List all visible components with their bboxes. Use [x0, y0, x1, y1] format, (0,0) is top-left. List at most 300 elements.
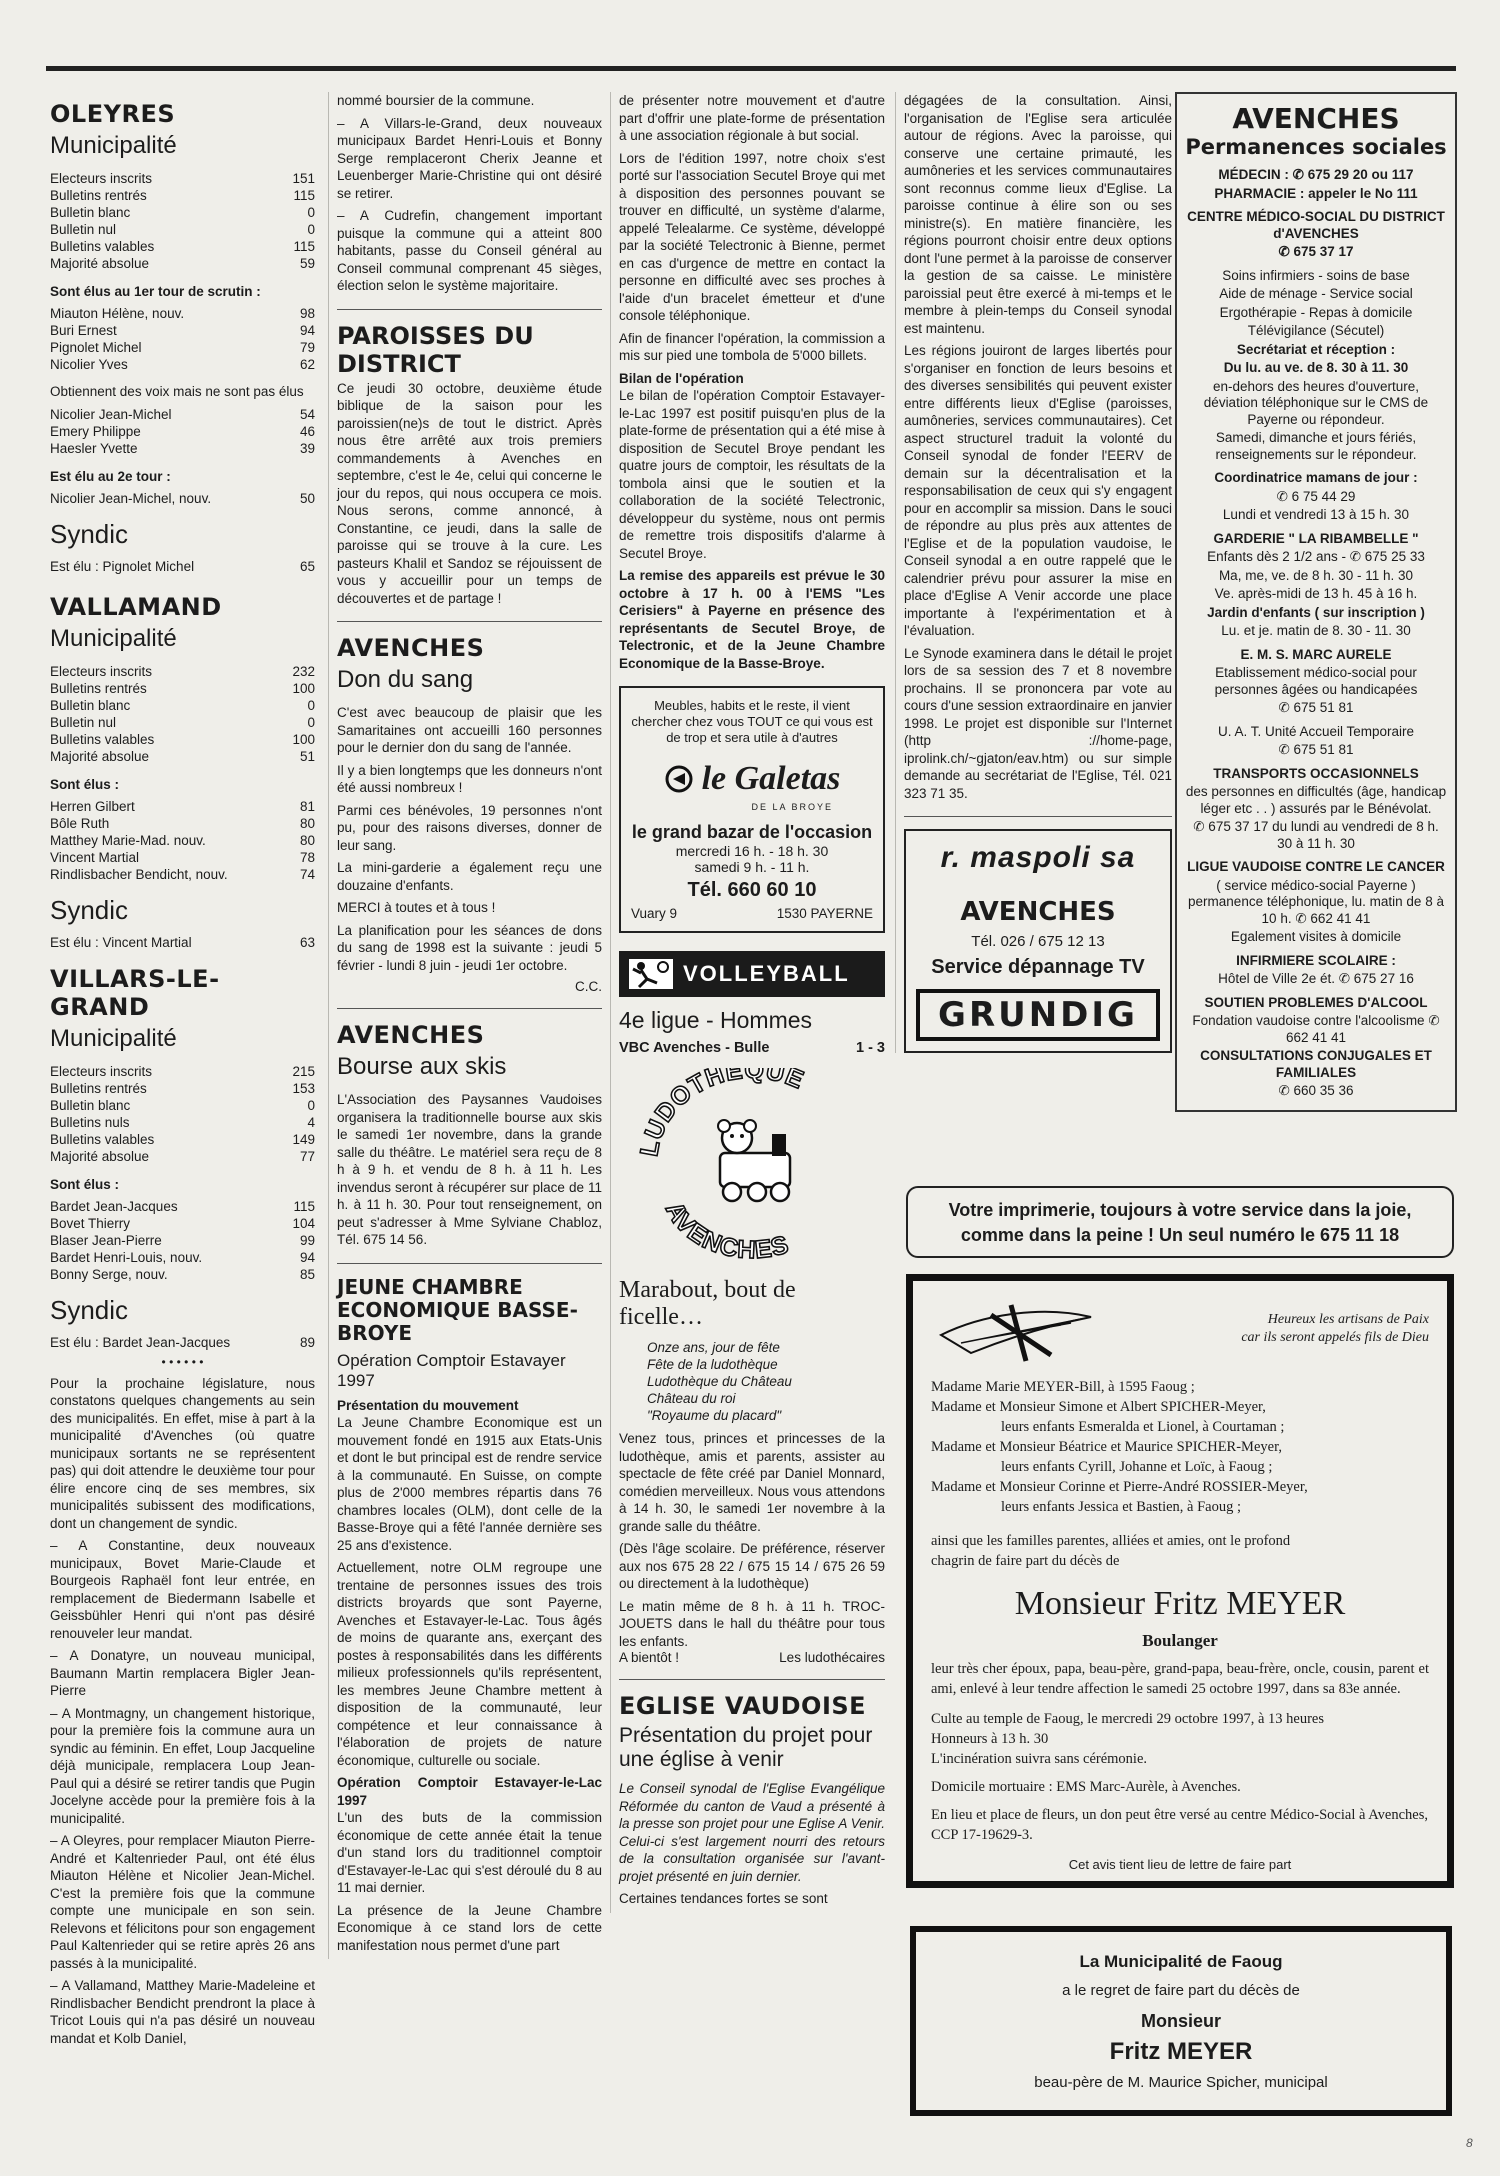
maspoli-logo: r. maspoli sa [940, 841, 1136, 874]
permanence-line: Samedi, dimanche et jours fériés, renseignements sur le répondeur. [1215, 430, 1417, 462]
paragraph: nommé boursier de la commune. [337, 93, 535, 108]
oleyres-obtiennent: Obtiennent des voix mais ne sont pas élus [50, 384, 304, 399]
row-value: 115 [293, 188, 315, 203]
deceased-name: Monsieur Fritz MEYER [1014, 1585, 1346, 1622]
municipal-changes-article [50, 1375, 315, 2048]
permanence-line: ( service médico-social Payerne ) permanence téléphonique, lu. matin de 8 à 10 h. ✆ 662 41 41 [1188, 877, 1444, 926]
vallamand-syndic: Syndic [50, 894, 129, 925]
paragraph: – A Villars-le-Grand, deux nouveaux municipaux Bardet Henri-Louis et Bonny Serge remplaceront Cherix Jeanne et Leuenberger Marie-Christine qui ont désiré se retirer. [337, 115, 602, 201]
vallamand-stats [50, 663, 315, 765]
domicile-info: Domicile mortuaire : EMS Marc-Aurèle, à Avenches. [931, 1779, 1241, 1795]
paragraph: – A Oleyres, pour remplacer Miauton Pierre-André et Kaltenrieder Paul, ont été élus Miauton Hélène et Nicolier Jean-Michel. C'est la première fois que la commune compte une municipale en son sein. Relevons et félicitons pour son engagement Paul Kaltenrieder qui se retire après 26 ans passés à la municipalité. [50, 1833, 315, 1971]
jc-para-2: Actuellement, notre OLM regroupe une trentaine de personnes issues des trois districts broyards que sont Payerne, Avenches et Estavayer-le-Lac. Tous âgés de moins de quarante ans, exerçant des postes à responsabilités dans les différents milieux professionnels qu'ils représentent, les membres Jeune Chambre mettent à disposition de la communauté, leur compétence et leur connaissance à l'élaboration de projets de nature économique, culturelle ou sociale. [337, 1560, 602, 1768]
permanence-line: SOUTIEN PROBLEMES D'ALCOOL [1204, 994, 1428, 1010]
galetas-logo-small: DE LA BROYE [751, 802, 833, 812]
incineration-info: L'incinération suivra sans cérémonie. [931, 1751, 1148, 1767]
result-row [50, 714, 315, 731]
villars-elus [50, 1198, 315, 1283]
villars-cudrefin-text [337, 92, 602, 295]
permanence-line: Lu. et je. matin de 8. 30 - 11. 30 [1221, 623, 1411, 638]
jc-title: JEUNE CHAMBRE ECONOMIQUE BASSE-BROYE [337, 1274, 578, 1345]
permanence-line: INFIRMIERE SCOLAIRE : [1236, 952, 1396, 968]
villars-syndic-elu: Est élu : Bardet Jean-Jacques 89 [50, 1334, 315, 1350]
paragraph: – A Constantine, deux nouveaux municipaux, Bovet Marie-Claude et Bourgeois Raphaël font leur entrée, en remplacement de Biedermann Isabelle et Geissbühler Henri qui n'ont pas désiré renouveler leur mandat. [50, 1538, 315, 1641]
row-value: 99 [299, 1232, 315, 1248]
paragraph: La mini-garderie a également reçu une douzaine d'enfants. [337, 860, 602, 893]
eglise-para-3: Le Synode examinera dans le détail le projet lors de sa session des 7 et 8 novembre prochains. Il se prononcera par vote au cours d'une session extraordinaire en janvier 1998. Le projet est disponible sur l'Internet (http ://home-page, iprolink.ch/~gjaton/eav.htm) ou sur simple demande au secrétariat de l'Eglise, Tél. 021 323 71 35. [904, 645, 1172, 801]
jc-para-7: Afin de financer l'opération, la commission a mis sur pied une tombola de 5'000 billets. [619, 330, 885, 363]
faoug-line-5: beau-père de M. Maurice Spicher, municipal [1034, 2074, 1328, 2091]
row-label: Bardet Jean-Jacques [50, 1198, 178, 1214]
volleyball-box [619, 951, 885, 1056]
sang-subtitle: Don du sang [337, 666, 474, 693]
permanence-line: des personnes en difficultés (âge, handicap léger etc . . ) assurés par le Bénévolat. [1185, 784, 1447, 816]
galetas-logo: le Galetas [701, 760, 841, 797]
row-value: 149 [292, 1131, 315, 1147]
oleyres-elus [50, 305, 315, 373]
jc-para-6: Lors de l'édition 1997, notre choix s'est porté sur l'association Secutel Broye qui met à disposition des personnes pouvant se trouver en difficulté, un système d'alarme, appelé Telealarme. Ce système, développé par la société Telectronic à Bienne, permet en cas d'urgence de mettre en contact la personne en difficulté avec ses proches à l'aide d'un bracelet émetteur et d'une console téléphonique. [619, 150, 885, 323]
permanence-line: ✆ 660 35 36 [1278, 1083, 1354, 1098]
row-value: 215 [292, 1063, 315, 1079]
row-value: 100 [292, 680, 315, 696]
row-value: 232 [292, 663, 315, 679]
permanence-line: ✆ 675 51 81 [1278, 742, 1354, 757]
paragraph: La planification pour les séances de dons du sang de 1998 est la suivante : jeudi 5 février - lundi 8 juin - jeudi 1er octobre. [337, 922, 602, 973]
result-row [50, 1114, 315, 1131]
row-value: 104 [292, 1215, 315, 1231]
result-row [50, 663, 315, 680]
divider [904, 816, 1172, 817]
paragraph: Pour la prochaine législature, nous constatons quelques changements au sein des municipalités. En effet, mise à part à la municipalité d'Avenches (où quatre municipaux sortants ne se représentent pas) qui doit attendre le deuxième tour pour élire encore cinq de ses membres, six municipalités subissent des modifications, dont un changement de syndic. [50, 1375, 315, 1531]
paragraph: – A Montmagny, un changement historique, pour la première fois la commune aura un syndic au féminin. En effet, Loup Jacqueline déjà municipale, remplacera Loup Jean-Paul qui a désiré se retirer tandis que Pugin Jocelyne accède pour la première fois à la municipalité. [50, 1705, 315, 1826]
vallamand-elus-head: Sont élus : [50, 776, 120, 792]
volleyball-match: VBC Avenches - Bulle [619, 1040, 770, 1056]
verse-line-2: car ils seront appelés fils de Dieu [1241, 1330, 1429, 1345]
ludo-signature: Les ludothécaires [779, 1650, 885, 1665]
jc-heading-2: Opération Comptoir Estavayer-le-Lac 1997 [337, 1775, 602, 1808]
result-row [50, 832, 315, 849]
ludotheque-logo [619, 1068, 885, 1273]
permanence-line: Egalement visites à domicile [1230, 929, 1402, 944]
permanence-line: U. A. T. Unité Accueil Temporaire [1217, 723, 1415, 739]
row-label: Blaser Jean-Pierre [50, 1232, 162, 1248]
result-row [50, 866, 315, 883]
divider [619, 1679, 885, 1680]
sang-signature: C.C. [575, 979, 602, 994]
vallamand-syndic-elu: Est élu : Vincent Martial 63 [50, 934, 315, 950]
ludo-text: Venez tous, princes et princesses de la ludothèque, amis et parents, assister au spectacle de fête créé par Daniel Monnard, comédien merveilleux. Nous vous attendons à 14 h. 30, le samedi 1er novembre à la grande salle du théâtre. [619, 1431, 885, 1534]
galetas-hours-1: mercredi 16 h. - 18 h. 30 [675, 843, 829, 859]
faoug-line-2: a le regret de faire part du décès de [1062, 1982, 1300, 1999]
row-label: Bovet Thierry [50, 1215, 131, 1231]
ludo-text-2: (Dès l'âge scolaire. De préférence, réserver aux nos 675 28 22 / 675 15 14 / 675 26 59 ou directement à la ludothèque) [619, 1541, 885, 1591]
galetas-ad [619, 686, 885, 933]
paragraph: C'est avec beaucoup de plaisir que les Samaritaines ont accueilli 160 personnes pour le dernier don du sang de l'année. [337, 705, 602, 755]
result-row [50, 1131, 315, 1148]
imprimerie-line-2: comme dans la peine ! Un seul numéro le 675 11 18 [960, 1225, 1400, 1245]
row-label: Majorité absolue [50, 1148, 150, 1164]
row-value: 80 [299, 832, 315, 848]
permanence-line: TRANSPORTS OCCASIONNELS [1213, 765, 1419, 781]
permanence-line: Aide de ménage - Service social [1219, 286, 1413, 301]
jc-subtitle: Opération Comptoir Estavayer 1997 [337, 1350, 566, 1390]
row-label: Haesler Yvette [50, 440, 138, 456]
result-row [50, 1198, 315, 1215]
galetas-tel: Tél. 660 60 10 [687, 879, 817, 901]
paragraph: – A Donatyre, un nouveau municipal, Baumann Martin remplacera Bigler Jean-Pierre [50, 1648, 315, 1698]
permanences-box [1175, 92, 1457, 1112]
permanence-line: CENTRE MÉDICO-SOCIAL DU DISTRICT d'AVENCHES [1187, 209, 1445, 241]
family-list [931, 1377, 1429, 1517]
row-label: Pignolet Michel [50, 340, 142, 355]
result-row [50, 356, 315, 373]
permanence-line: Fondation vaudoise contre l'alcoolisme ✆ 662 41 41 [1192, 1013, 1440, 1045]
verse-line-1: Heureux les artisans de Paix [1267, 1312, 1429, 1327]
poem-line: "Royaume du placard" [647, 1408, 782, 1423]
paroisses-text: Ce jeudi 30 octobre, deuxième étude biblique de la saison pour les paroissien(ne)s de tout le district. Après nous être arrêté aux trois premiers commandements à Avenches en septembre, c'est le 4e, celui qui concerne le jour du repos, qui nous occupera ce mois. Nous serons, comme annoncé, à Constantine, ce jeudi, dans la salle de paroisse qui se trouve à la cure. Les pasteurs Khalil et Sandoz se réjouissent de vous y accueillir pour un temps de découvertes et de partage ! [337, 380, 602, 606]
maspoli-city: AVENCHES [960, 897, 1116, 927]
row-value: 85 [299, 1266, 315, 1282]
result-row [50, 798, 315, 815]
volleyball-player-icon [629, 959, 673, 989]
vallamand-title: VALLAMAND [50, 592, 222, 621]
permanence-line: E. M. S. MARC AURELE [1240, 646, 1392, 662]
dove-cross-icon [931, 1295, 1101, 1363]
row-label: Majorité absolue [50, 256, 150, 271]
ludo-headline: Marabout, bout de ficelle… [619, 1277, 796, 1330]
result-row [50, 1148, 315, 1165]
row-value: 79 [299, 340, 315, 355]
row-value: 4 [307, 1114, 315, 1130]
row-label: Bonny Serge, nouv. [50, 1266, 168, 1282]
permanence-line: Ergothérapie - Repas à domicile [1219, 304, 1413, 320]
permanence-line: Hôtel de Ville 2e ét. ✆ 675 27 16 [1218, 971, 1414, 986]
family-member-line: Madame et Monsieur Simone et Albert SPICHER-Meyer, [931, 1399, 1266, 1415]
permanence-line: Enfants dès 2 1/2 ans - ✆ 675 25 33 [1207, 549, 1425, 564]
permanence-line: MÉDECIN : ✆ 675 29 20 ou 117 [1218, 167, 1414, 182]
row-label: Bulletin nul [50, 714, 117, 730]
row-value: 51 [299, 748, 315, 764]
oleyres-title: OLEYRES [50, 100, 176, 128]
result-row [50, 680, 315, 697]
result-row [50, 339, 315, 356]
permanence-line: ✆ 675 37 17 du lundi au vendredi de 8 h. 30 à 11 h. 30 [1193, 819, 1439, 851]
row-value: 0 [307, 1097, 315, 1113]
grundig-logo: GRUNDIG [916, 989, 1160, 1041]
oleyres-elu2: Nicolier Jean-Michel, nouv. 50 [50, 490, 315, 506]
villars-subtitle: Municipalité [50, 1024, 177, 1052]
jc-para-1: La Jeune Chambre Economique est un mouvement fondé en 1915 aux Etats-Unis et dont le but principal est de rendre service à la communauté. En Suisse, on compte plus de 2'000 membres répartis dans 76 chambres locales (OLM), dont celle de la Basse-Broye qui a fêté l'année dernière ses 25 ans d'existence. [337, 1415, 602, 1553]
permanence-line: Ma, me, ve. de 8 h. 30 - 11 h. 30 [1218, 567, 1414, 583]
permanence-line: PHARMACIE : appeler le No 111 [1214, 185, 1418, 201]
result-row [50, 1249, 315, 1266]
oleyres-stats [50, 170, 315, 272]
row-label: Nicolier Jean-Michel [50, 406, 172, 422]
honneurs-info: Honneurs à 13 h. 30 [931, 1731, 1049, 1747]
row-value: 100 [292, 731, 315, 747]
skis-title: AVENCHES [337, 1021, 485, 1049]
poem-line: Onze ans, jour de fête [647, 1340, 780, 1355]
row-label: Bulletins valables [50, 731, 155, 747]
permanence-line: Du lu. au ve. de 8. 30 à 11. 30 [1223, 360, 1409, 375]
row-label: Bulletin blanc [50, 205, 131, 220]
ludo-arc-top: LUDOTHEQUE [635, 1068, 809, 1159]
result-row [50, 187, 315, 204]
notice-footer: Cet avis tient lieu de lettre de faire part [1068, 1857, 1292, 1872]
row-value: 74 [299, 866, 315, 882]
row-value: 81 [299, 798, 315, 814]
row-label: Bulletins nuls [50, 1114, 130, 1130]
result-row [50, 849, 315, 866]
permanences-subtitle: Permanences sociales [1185, 135, 1447, 159]
result-row [50, 815, 315, 832]
permanence-line: en-dehors des heures d'ouverture, déviation téléphonique sur le CMS de Payerne ou répondeur. [1203, 378, 1429, 427]
result-row [50, 322, 315, 339]
imprimerie-banner [906, 1186, 1454, 1258]
bilan-heading: Bilan de l'opération [619, 370, 744, 386]
row-label: Bulletin nul [50, 222, 117, 237]
permanence-line: ✆ 675 37 17 [1278, 244, 1354, 259]
permanence-line: ✆ 675 51 81 [1278, 700, 1354, 715]
deceased-description: leur très cher époux, papa, beau-père, grand-papa, beau-frère, oncle, cousin, parent et ami, enlevé à leur tendre affection le samedi 25 octobre 1997, dans sa 83e année. [931, 1661, 1429, 1697]
volleyball-title: VOLLEYBALL [683, 961, 850, 986]
faoug-line-4: Fritz MEYER [1109, 2038, 1253, 2065]
result-row [50, 748, 315, 765]
toy-train-icon [718, 1120, 790, 1201]
permanence-line: Soins infirmiers - soins de base [1222, 267, 1410, 283]
result-row [50, 406, 315, 423]
row-label: Bulletins valables [50, 1131, 155, 1147]
galetas-address: Vuary 9 [631, 906, 678, 921]
faoug-notice [910, 1926, 1452, 2116]
paragraph: – A Vallamand, Matthey Marie-Madeleine et Rindlisbacher Bendicht prendront la place à Tricot Louis qui n'a pas désiré un nouveau mandat et Kolb Daniel, [50, 1978, 315, 2046]
faoug-line-1: La Municipalité de Faoug [1079, 1952, 1283, 1971]
vallamand-subtitle: Municipalité [50, 624, 177, 652]
divider [337, 1008, 602, 1009]
paragraph: – A Cudrefin, changement important puisque la commune qui a atteint 800 habitants, passe du Conseil général au Conseil communal comprenant 45 sièges, élection selon le système majoritaire. [337, 208, 602, 293]
row-label: Majorité absolue [50, 748, 150, 764]
volleyball-league: 4e ligue - Hommes [619, 1007, 813, 1033]
permanence-line: Etablissement médico-social pour personnes âgées ou handicapées [1214, 665, 1418, 697]
column-two [328, 92, 602, 1959]
fleurs-info: En lieu et place de fleurs, un don peut être versé au centre Médico-Social à Avenches, CCP 17-19629-3. [931, 1807, 1428, 1843]
result-row [50, 1232, 315, 1249]
divider [337, 309, 602, 310]
permanences-title: AVENCHES [1232, 102, 1400, 135]
jc-heading-1: Présentation du mouvement [337, 1397, 519, 1413]
maspoli-ad [904, 829, 1172, 1053]
row-value: 98 [299, 306, 315, 321]
result-row [50, 238, 315, 255]
skis-text: L'Association des Paysannes Vaudoises organisera la traditionnelle bourse aux skis le samedi 1er novembre, dans la grande salle du théâtre. Le matériel sera reçu de 8 h à 9 h. et vendu de 8 h. à 11 h. Les invendus seront à récupérer sur place de 11 h. à 11 h. 30. Pour tout renseignement, on peut s'adresser à Mme Sylviane Chabloz, Tél. 675 14 56. [337, 1092, 602, 1247]
row-label: Electeurs inscrits [50, 171, 153, 186]
maspoli-tel: Tél. 026 / 675 12 13 [971, 933, 1105, 950]
imprimerie-line-1: Votre imprimerie, toujours à votre service dans la joie, [948, 1200, 1412, 1220]
culte-info: Culte au temple de Faoug, le mercredi 29 octobre 1997, à 13 heures [931, 1711, 1324, 1727]
row-value: 46 [299, 423, 315, 439]
row-label: Bulletins rentrés [50, 1080, 147, 1096]
permanences-list [1185, 167, 1447, 1100]
poem-line: Fête de la ludothèque [647, 1357, 778, 1372]
row-label: Bôle Ruth [50, 815, 110, 831]
row-value: 80 [299, 815, 315, 831]
ludo-arc-bottom: AVENCHES [659, 1197, 793, 1265]
family-member-line: Madame et Monsieur Corinne et Pierre-André ROSSIER-Meyer, [931, 1479, 1308, 1495]
row-value: 153 [292, 1080, 315, 1096]
column-elections [50, 92, 315, 2052]
result-row [50, 697, 315, 714]
row-label: Emery Philippe [50, 423, 141, 439]
row-label: Rindlisbacher Bendicht, nouv. [50, 866, 228, 882]
row-label: Bulletins rentrés [50, 680, 147, 696]
eglise-text: Certaines tendances fortes se sont [619, 1891, 828, 1906]
divider [337, 621, 602, 622]
eglise-para-2: Les régions jouiront de larges libertés pour s'organiser en fonction de leurs besoins et des diverses sensibilités qui peuvent exister entre différents lieux d'Eglise (paroisses, aumôneries, services communautaires). Cet aspect structurel traduit la volonté du Conseil synodal de fonder l'EERV de demain sur la décentralisation et la responsabilisation de ceux qui s'y engagent pour en accomplir sa mission. Dans le souci de répondre au plus près aux attentes de l'Eglise et de la population vaudoise, le Conseil synodal a en outre rappelé que le calendrier prévu pour assurer la mise en place d'Eglise A Venir accorde une place importante à l'expérimentation et à l'évaluation. [904, 343, 1172, 638]
row-value: 0 [307, 714, 315, 730]
row-label: Bulletin blanc [50, 697, 131, 713]
row-value: 78 [299, 849, 315, 865]
result-row [50, 1215, 315, 1232]
permanence-line: GARDERIE " LA RIBAMBELLE " [1213, 530, 1419, 546]
row-value: 0 [307, 222, 315, 237]
result-row [50, 1097, 315, 1114]
skis-subtitle: Bourse aux skis [337, 1053, 507, 1080]
jc-para-3: L'un des buts de la commission économique de cette année était la tenue d'un stand lors du traditionnel comptoir d'Estavayer-le-Lac qui s'est déroulé du 8 au 11 mai dernier. [337, 1810, 602, 1895]
oleyres-elu2-head: Est élu au 2e tour : [50, 468, 171, 484]
row-label: Herren Gilbert [50, 798, 135, 814]
oleyres-elus-head: Sont élus au 1er tour de scrutin : [50, 284, 261, 299]
row-value: 39 [299, 440, 315, 456]
row-value: 0 [307, 205, 315, 220]
row-value: 54 [299, 406, 315, 422]
svg-text:AVENCHES [660, 1197, 792, 1264]
galetas-logo-icon [664, 764, 694, 794]
permanence-line: LIGUE VAUDOISE CONTRE LE CANCER [1187, 859, 1445, 874]
column-four [895, 92, 1172, 1053]
galetas-headline: le grand bazar de l'occasion [631, 822, 873, 842]
row-value: 151 [292, 171, 315, 186]
death-notice [906, 1274, 1454, 1888]
galetas-city: 1530 PAYERNE [776, 906, 873, 921]
villars-elus-head: Sont élus : [50, 1176, 120, 1192]
result-row [50, 423, 315, 440]
family-member-line: leurs enfants Cyrill, Johanne et Loïc, à Faoug ; [1001, 1459, 1273, 1475]
permanence-line: Ve. après-midi de 13 h. 45 à 16 h. [1214, 586, 1418, 601]
column-three [610, 92, 885, 1913]
result-row [50, 731, 315, 748]
villars-title: VILLARS-LE-GRAND [50, 964, 220, 1021]
poem-line: Ludothèque du Château [647, 1374, 792, 1389]
result-row [50, 305, 315, 322]
result-row [50, 221, 315, 238]
row-value: 94 [299, 1249, 315, 1265]
permanence-line: CONSULTATIONS CONJUGALES ET FAMILIALES [1200, 1048, 1432, 1080]
villars-stats [50, 1063, 315, 1165]
permanence-line: Coordinatrice mamans de jour : [1214, 470, 1418, 485]
page-number: 8 [1466, 2136, 1473, 2150]
divider [337, 1263, 602, 1264]
family-member-line: Madame Marie MEYER-Bill, à 1595 Faoug ; [931, 1379, 1195, 1395]
row-label: Bulletins rentrés [50, 188, 147, 203]
faoug-line-3: Monsieur [1140, 2011, 1221, 2031]
oleyres-non-elus [50, 406, 315, 457]
sang-title: AVENCHES [337, 634, 485, 662]
stars-divider: • • • • • • [161, 1354, 204, 1369]
row-value: 115 [293, 239, 315, 254]
permanence-line: Lundi et vendredi 13 à 15 h. 30 [1222, 507, 1410, 522]
family-member-line: leurs enfants Jessica et Bastien, à Faoug ; [1001, 1499, 1241, 1515]
row-label: Electeurs inscrits [50, 1063, 153, 1079]
row-value: 62 [299, 357, 315, 372]
result-row [50, 170, 315, 187]
galetas-intro: Meubles, habits et le reste, il vient chercher chez vous TOUT ce qui vous est de trop et sera utile à d'autres [631, 698, 873, 745]
eglise-subtitle: Présentation du projet pour une église à venir [619, 1724, 873, 1771]
permanence-line: ✆ 6 75 44 29 [1276, 488, 1356, 504]
eglise-lead: Le Conseil synodal de l'Eglise Evangélique Réformée du canton de Vaud a présenté à la presse son projet pour une Eglise A Venir. Celui-ci s'est largement nourri des retours de la consultation organisée sur l'avant-projet présenté en juin dernier. [619, 1781, 885, 1884]
bilan-text: Le bilan de l'opération Comptoir Estavayer-le-Lac 1997 est positif puisqu'en plus de la plate-forme de présentation qui a été mise à disposition de Secutel Broye pendant les quatre jours de comptoir, les résultats de la tombola ainsi que le soutien et la collaboration de la société Telectronic, développeur du système, nous ont permis de remettre trois dispositifs d'alarme à Secutel Broye. [619, 388, 885, 561]
jc-para-5: de présenter notre mouvement et d'autre part d'offrir une plate-forme de présentation à une association régionale à but social. [619, 93, 885, 143]
oleyres-syndic-elu: Est élu : Pignolet Michel 65 [50, 558, 315, 574]
permanence-line: Secrétariat et réception : [1236, 341, 1396, 357]
family-intro: ainsi que les familles parentes, alliées et amies, ont le profond chagrin de faire part du décès de [931, 1533, 1291, 1569]
result-row [50, 1080, 315, 1097]
family-member-line: leurs enfants Esmeralda et Lionel, à Courtaman ; [1001, 1419, 1285, 1435]
row-label: Vincent Martial [50, 849, 140, 865]
result-row [50, 204, 315, 221]
row-label: Bardet Henri-Louis, nouv. [50, 1249, 203, 1265]
row-value: 115 [293, 1198, 315, 1214]
row-value: 94 [299, 323, 315, 338]
result-row [50, 1266, 315, 1283]
ludo-text-3: Le matin même de 8 h. à 11 h. TROC-JOUETS dans le hall du théâtre pour tous les enfants. [619, 1598, 885, 1649]
galetas-hours-2: samedi 9 h. - 11 h. [694, 859, 810, 875]
family-member-line: Madame et Monsieur Béatrice et Maurice SPICHER-Meyer, [931, 1439, 1282, 1455]
row-label: Electeurs inscrits [50, 663, 153, 679]
vallamand-elus [50, 798, 315, 883]
paroisses-title: PAROISSES DU DISTRICT [337, 321, 534, 378]
row-label: Bulletin blanc [50, 1097, 131, 1113]
remise-text: La remise des appareils est prévue le 30 octobre à 17 h. 00 à l'EMS "Les Cerisiers" à Payerne en présence des représentants de Secutel Broye, de Telectronic, et de la Jeune Chambre Economique de la Basse-Broye. [619, 568, 885, 671]
row-label: Matthey Marie-Mad. nouv. [50, 832, 206, 848]
row-label: Miauton Hélène, nouv. [50, 306, 185, 321]
permanence-line: Télévigilance (Sécutel) [1247, 323, 1385, 338]
row-value: 59 [299, 256, 315, 271]
row-label: Nicolier Yves [50, 357, 128, 372]
row-label: Bulletins valables [50, 239, 155, 254]
result-row [50, 255, 315, 272]
column-permanences [1175, 92, 1457, 1112]
top-rule [46, 66, 1456, 71]
result-row [50, 1063, 315, 1080]
paragraph: Parmi ces bénévoles, 19 personnes n'ont pu, pour des raisons diverses, donner de leur sang. [337, 802, 602, 853]
maspoli-service: Service dépannage TV [931, 956, 1145, 978]
oleyres-subtitle: Municipalité [50, 132, 177, 159]
row-value: 77 [299, 1148, 315, 1164]
villars-syndic: Syndic [50, 1294, 129, 1325]
ludo-bye: A bientôt ! [619, 1650, 680, 1665]
ludo-poem [619, 1339, 885, 1424]
sang-text [337, 704, 602, 974]
eglise-para-1: dégagées de la consultation. Ainsi, l'organisation de l'Eglise sera articulée autour de régions. Avec la paroisse, qui conserve une certaine primauté, les aumôneries et les services communautaires sont reconnus comme lieux d'Eglise. La paroisse continue à élire son ou ses ministre(s). En matière financière, les régions pourront choisir entre deux options dont l'une permet à la paroisse de conserver la gestion de sa caisse. Le ministère paroissial peut être exercé à mi-temps et le membre à plein-temps du Conseil synodal est maintenu. [904, 93, 1172, 336]
row-label: Buri Ernest [50, 323, 117, 338]
paragraph: Il y a bien longtemps que les donneurs n'ont été aussi nombreux ! [337, 762, 602, 795]
eglise-title: EGLISE VAUDOISE [619, 1692, 867, 1720]
deceased-profession: Boulanger [1142, 1631, 1218, 1650]
poem-line: Château du roi [647, 1391, 736, 1406]
permanence-line: Jardin d'enfants ( sur inscription ) [1207, 604, 1425, 620]
oleyres-syndic: Syndic [50, 518, 129, 549]
result-row [50, 440, 315, 457]
